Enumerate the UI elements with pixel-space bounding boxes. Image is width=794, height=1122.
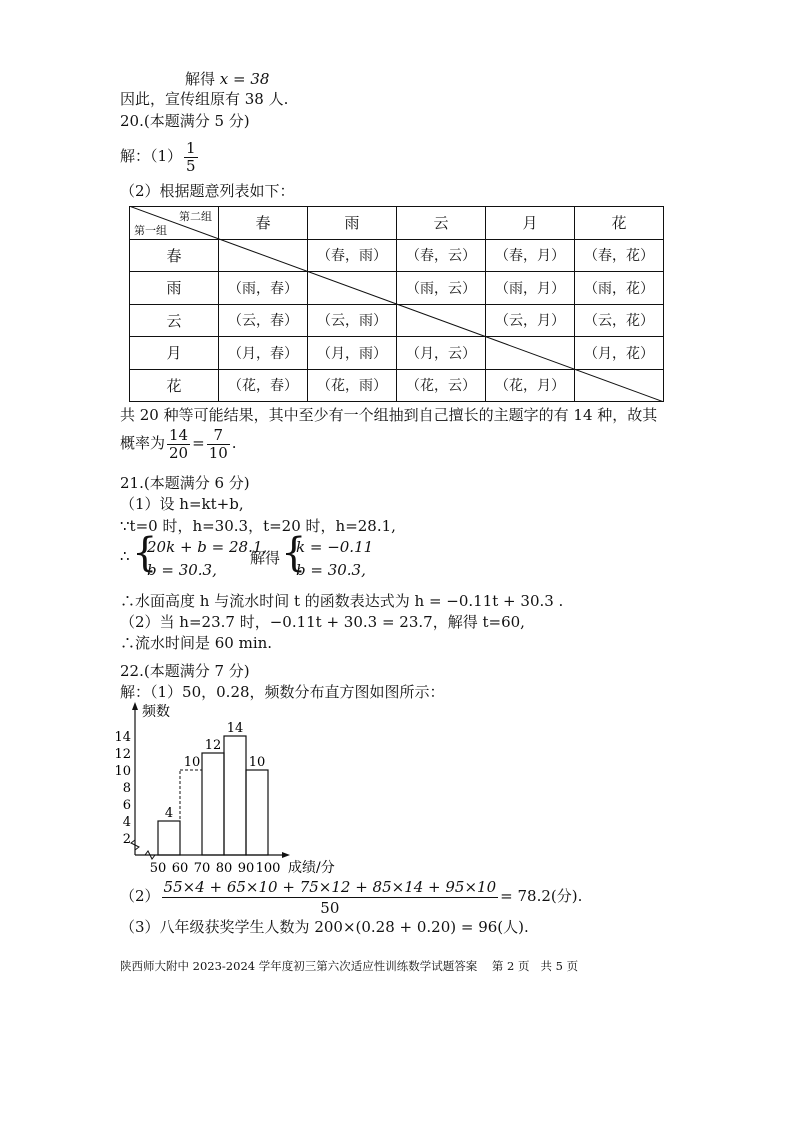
bar-label: 14	[226, 721, 244, 736]
row-header: 云	[130, 304, 219, 337]
table-cell: （花，云）	[397, 369, 486, 402]
y-tick-label: 2	[122, 832, 131, 847]
col-header: 雨	[308, 207, 397, 240]
table-cell: （云，春）	[219, 304, 308, 337]
y-tick-label: 8	[122, 781, 131, 796]
histogram-bar	[158, 821, 180, 855]
y-tick-label: 4	[122, 815, 131, 830]
table-cell: （云，雨）	[308, 304, 397, 337]
row-header: 雨	[130, 272, 219, 305]
row-header: 春	[130, 239, 219, 272]
bars	[158, 721, 268, 855]
page-footer	[120, 958, 578, 974]
q22-part2-den: 50	[320, 898, 340, 917]
y-axis-label: 频数	[142, 704, 170, 720]
q20-result-line1: 共 20 种等可能结果，其中至少有一个组抽到自己擅长的主题字的有 14 种，故其	[120, 406, 658, 424]
prob-period: .	[231, 434, 237, 452]
x-axis-label: 成绩/分	[288, 860, 335, 876]
sys2-eq-a: k = −0.11	[296, 538, 374, 556]
q19-conclusion: 因此，宣传组原有 38 人.	[120, 90, 289, 108]
q22-line1: 解：（1）50，0.28，频数分布直方图如图所示：	[120, 683, 445, 701]
q22-part2	[120, 876, 582, 918]
q21-line2: ∵t=0 时，h=30.3，t=20 时，h=28.1,	[120, 517, 396, 535]
y-tick-label: 6	[122, 798, 131, 813]
q22-heading: 22.(本题满分 7 分)	[120, 662, 250, 680]
y-tick-label: 12	[114, 747, 131, 762]
table-diagonal	[129, 206, 664, 402]
q20-part1-fraction	[184, 140, 198, 175]
prob-eq-sign: =	[192, 434, 205, 452]
x-tick-label: 90	[237, 861, 255, 876]
q20-result-prefix: 概率为	[120, 434, 166, 452]
prob-num-1: 14	[169, 425, 189, 444]
table-cell: （春，雨）	[308, 239, 397, 272]
table-cell: （雨，春）	[219, 272, 308, 305]
q22-part2-fraction	[162, 877, 499, 918]
table-cell: （花，雨）	[308, 369, 397, 402]
x-tick-label: 70	[193, 861, 211, 876]
y-tick-label: 14	[114, 730, 131, 745]
table-cell: （雨，花）	[575, 272, 664, 305]
table-cell: （春，月）	[486, 239, 575, 272]
q22-part2-num: 55×4 + 65×10 + 75×12 + 85×14 + 95×10	[163, 877, 497, 896]
table-cell: （月，春）	[219, 337, 308, 370]
q22-part2-label: （2）	[120, 887, 160, 905]
q20-prob-fraction-1	[167, 427, 190, 462]
sys1-eq-a: 20k + b = 28.1,	[147, 538, 268, 556]
histogram-chart	[110, 700, 370, 880]
histogram-bar	[246, 770, 268, 855]
x-tick-label: 100	[255, 861, 281, 876]
sys2-eq-b: b = 30.3,	[296, 561, 366, 579]
q19-solve-line	[185, 70, 269, 88]
q19-solve-prefix: 解得	[185, 70, 216, 88]
table-cell: （雨，云）	[397, 272, 486, 305]
q21-line6: ∴流水时间是 60 min.	[120, 634, 273, 652]
x-tick-label: 50	[149, 861, 167, 876]
table-cell: （云，月）	[486, 304, 575, 337]
table-cell: （月，花）	[575, 337, 664, 370]
q19-solve-eq: x = 38	[219, 70, 270, 88]
footer-title: 陕西师大附中 2023-2024 学年度初三第六次适应性训练数学试题答案	[120, 959, 478, 973]
bar-label: 12	[204, 738, 222, 753]
corner-top-label: 第二组	[179, 210, 212, 223]
corner-bottom-label: 第一组	[134, 223, 167, 237]
x-tick-label: 80	[215, 861, 233, 876]
system-brace-2: {	[281, 530, 307, 576]
bar-label: 10	[183, 755, 201, 770]
col-header: 春	[219, 207, 308, 240]
q22-part3: （3）八年级获奖学生人数为 200×(0.28 + 0.20) = 96(人).	[120, 918, 529, 936]
q20-part1-num: 1	[186, 138, 196, 157]
table-cell: （雨，月）	[486, 272, 575, 305]
y-axis-arrow	[132, 702, 138, 710]
q20-probability	[120, 426, 237, 462]
sys1-eq-b: b = 30.3,	[147, 561, 217, 579]
table-diagonal-line	[129, 206, 664, 402]
prob-den-1: 20	[169, 443, 189, 462]
system-brace-1: {	[132, 530, 158, 576]
table-cell: （花，月）	[486, 369, 575, 402]
footer-page: 第 2 页	[491, 959, 530, 973]
q21-heading: 21.(本题满分 6 分)	[120, 474, 250, 492]
q20-part1-den: 5	[186, 156, 196, 175]
row-header: 花	[130, 369, 219, 402]
x-tick-label: 60	[171, 861, 189, 876]
q20-part2-label: （2）根据题意列表如下：	[120, 182, 295, 200]
bar-label: 10	[248, 755, 266, 770]
table-cell: （月，云）	[397, 337, 486, 370]
histogram-bar	[180, 770, 202, 855]
table-cell: （云，花）	[575, 304, 664, 337]
q20-part1	[120, 139, 200, 175]
q21-line5: （2）当 h=23.7 时，−0.11t + 30.3 = 23.7，解得 t=60,	[120, 613, 525, 631]
q21-line4: ∴水面高度 h 与流水时间 t 的函数表达式为 h = −0.11t + 30.3 .	[120, 592, 564, 610]
q20-heading: 20.(本题满分 5 分)	[120, 112, 250, 130]
col-header: 云	[397, 207, 486, 240]
y-tick-label: 10	[114, 764, 131, 779]
col-header: 花	[575, 207, 664, 240]
bar-label: 4	[164, 806, 174, 821]
col-header: 月	[486, 207, 575, 240]
prob-num-2: 7	[207, 427, 230, 445]
q22-part2-result: = 78.2(分).	[500, 887, 583, 905]
q20-part1-label: 解：（1）	[120, 147, 183, 165]
histogram-bar	[224, 736, 246, 855]
q21-solve-label: 解得	[250, 549, 281, 567]
q21-therefore: ∴	[120, 547, 130, 565]
footer-total: 共 5 页	[540, 959, 579, 973]
q21-line1: （1）设 h=kt+b,	[120, 495, 244, 513]
x-ticks	[150, 861, 281, 876]
row-header: 月	[130, 337, 219, 370]
q20-prob-fraction-2	[207, 427, 230, 462]
x-axis-arrow	[282, 852, 290, 858]
table-cell: （花，春）	[219, 369, 308, 402]
y-ticks	[114, 730, 131, 847]
table-cell: （春，云）	[397, 239, 486, 272]
table-cell: （春，花）	[575, 239, 664, 272]
histogram-bar	[202, 753, 224, 855]
table-cell: （月，雨）	[308, 337, 397, 370]
prob-den-2: 10	[208, 443, 228, 462]
